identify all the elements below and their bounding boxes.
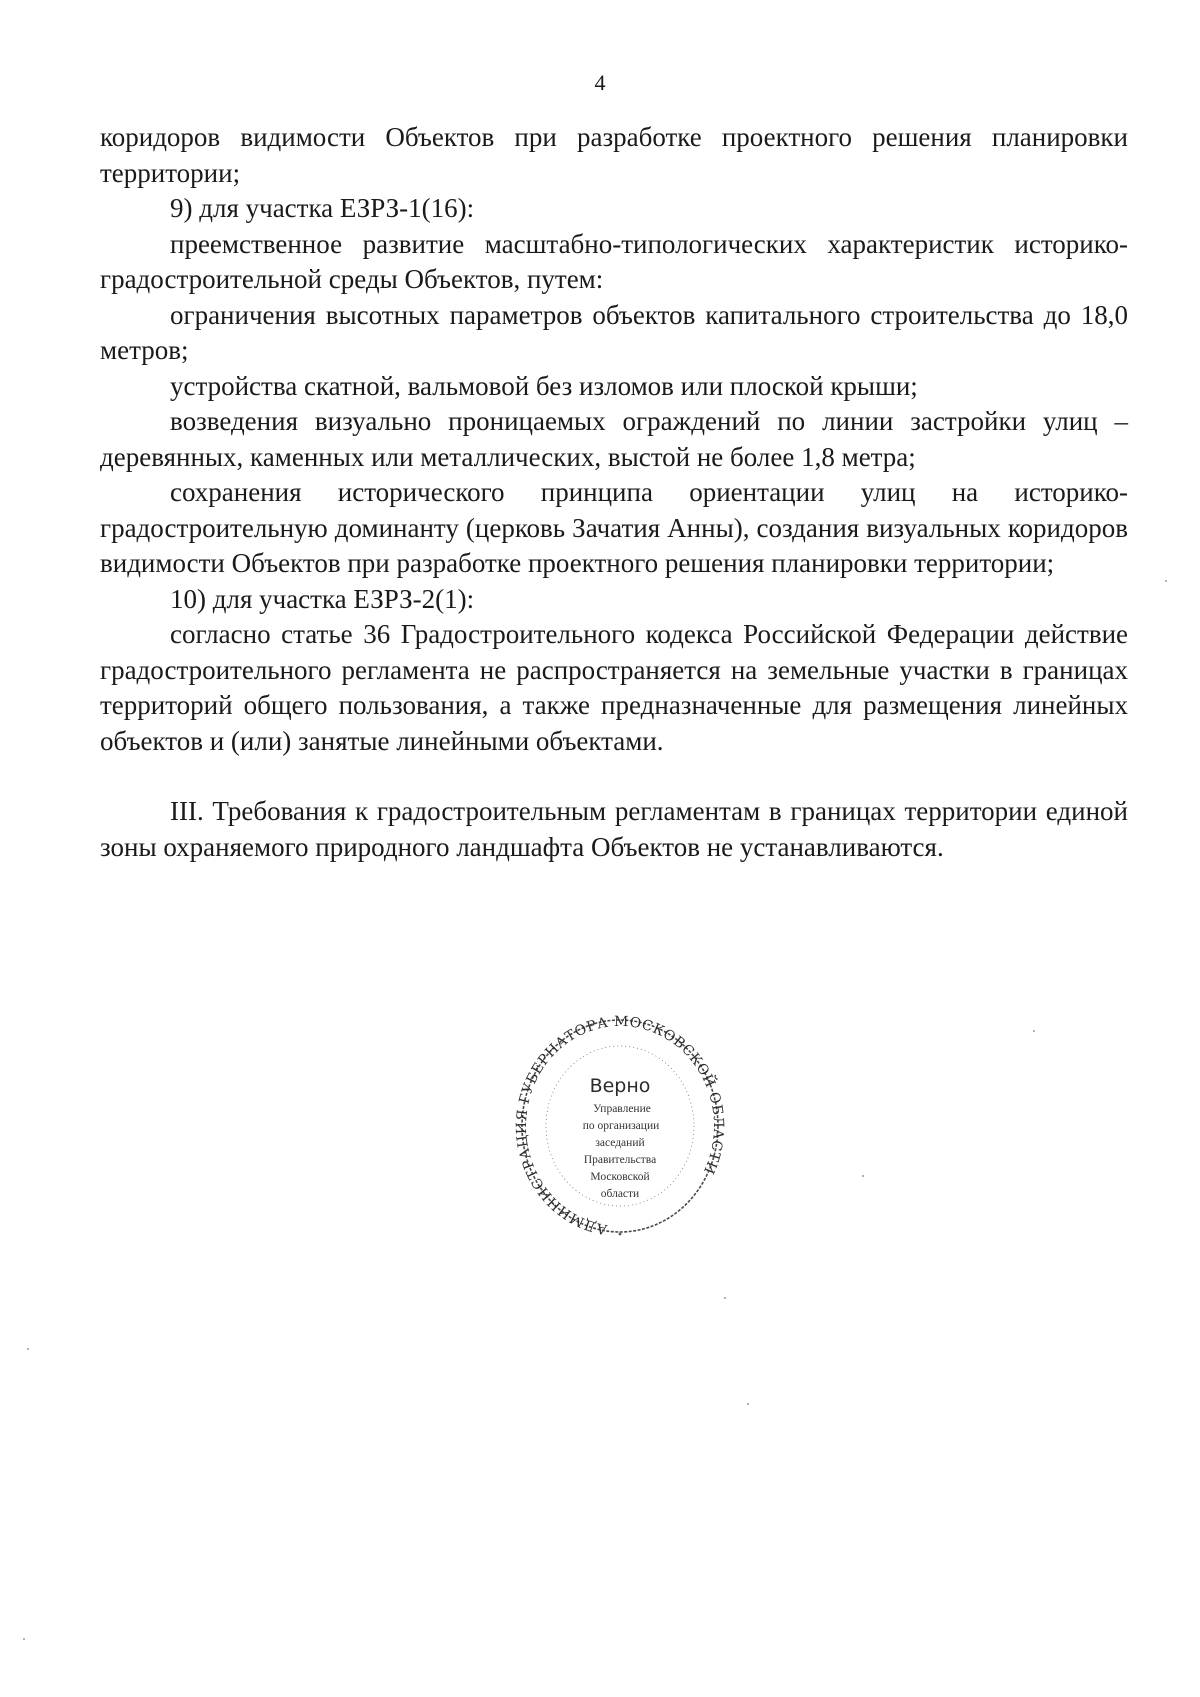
section-three: III. Требования к градостроительным регламентам в границах территории единой зоны охраняемого природного ландшафта Объектов не устанавливаются. [100,796,1128,862]
paragraph: ограничения высотных параметров объектов капитального строительства до 18,0 метров; [100,299,1128,365]
scan-speck [747,1403,749,1405]
seal-line: Московской [590,1171,650,1183]
paragraph: согласно статье 36 Градостроительного кодекса Российской Федерации действие градостроительного регламента не распространяется на земельные участки в границах территорий общего пользования, а также предназначенные для размещения линейных объектов и (или) занятые линейными объектами. [100,619,1128,756]
seal-line: Управление [593,1103,651,1115]
seal-line: по организации [582,1120,660,1132]
scan-speck [1033,1030,1035,1032]
scan-speck [1165,580,1167,582]
paragraph: коридоров видимости Объектов при разработке проектного решения планировки территории; [100,122,1128,188]
official-seal [513,1012,727,1252]
seal-line: Правительства [583,1154,657,1166]
paragraph: устройства скатной, вальмовой без изломов или плоской крыши; [170,370,918,401]
list-item-heading: 10) для участка ЕЗРЗ-2(1): [170,583,475,614]
paragraph: преемственное развитие масштабно-типологических характеристик историко-градостроительной среды Объектов, путем: [100,228,1128,294]
seal-ring-text: АДМИНИСТРАЦИЯ ГУБЕРНАТОРА МОСКОВСКОЙ ОБЛАСТИ [513,1013,727,1238]
document-body [100,120,1128,865]
seal-verno: Верно [589,1075,651,1097]
scan-speck [862,1175,864,1177]
seal-graphic [513,1012,727,1252]
seal-dot [619,1233,622,1236]
scan-speck [724,1297,726,1299]
page-number: 4 [594,70,606,95]
scan-speck [23,1638,25,1640]
seal-line: заседаний [595,1137,645,1149]
list-item-heading: 9) для участка ЕЗРЗ-1(16): [170,193,475,223]
scan-speck [27,1348,29,1350]
paragraph: возведения визуально проницаемых ограждений по линии застройки улиц – деревянных, каменных или металлических, выстой не более 1,8 метра; [100,406,1128,472]
seal-line: области [600,1188,640,1200]
paragraph: сохранения исторического принципа ориентации улиц на историко-градостроительную доминанту (церковь Зачатия Анны), создания визуальных коридоров видимости Объектов при разработке проектного решения планировки территории; [100,477,1128,578]
